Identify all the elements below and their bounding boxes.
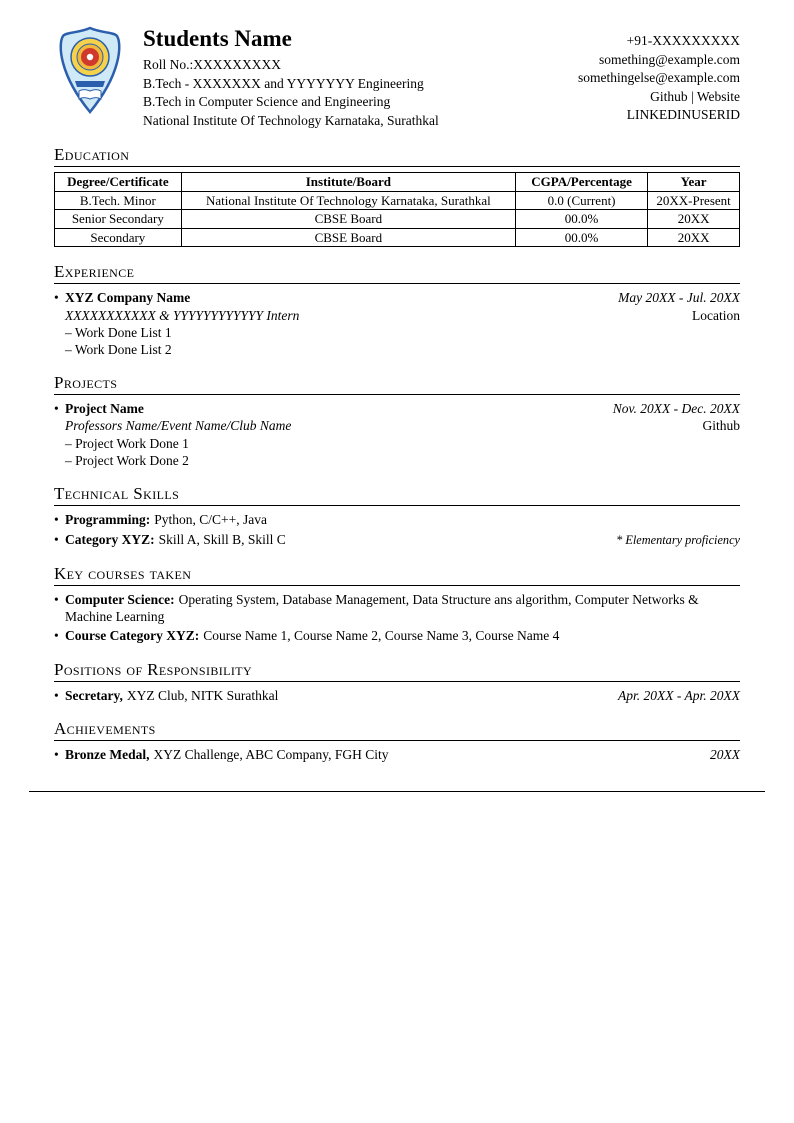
position-item [54, 687, 740, 704]
course-text: Operating System, Database Management, Data Structure ans algorithm, Computer Networks & Machine Learning [65, 592, 699, 625]
proficiency-note: * Elementary proficiency [616, 533, 740, 547]
social-links[interactable]: Github | Website [650, 88, 740, 104]
key-courses-title: Key courses taken [54, 564, 740, 586]
project-dates: Nov. 20XX - Dec. 20XX [612, 401, 740, 417]
section-technical-skills [54, 484, 740, 549]
work-done-item: – Work Done List 1 [65, 324, 172, 340]
cell-degree: Secondary [55, 228, 182, 247]
skill-text: Skill A, Skill B, Skill C [158, 532, 286, 547]
identity-block [143, 26, 578, 130]
education-header-row [55, 173, 740, 192]
achievement-entry [65, 746, 389, 763]
student-name: Students Name [143, 26, 292, 51]
roll-number: Roll No.:XXXXXXXXX [143, 57, 281, 72]
experience-dates: May 20XX - Jul. 20XX [618, 290, 740, 306]
cell-degree: B.Tech. Minor [55, 191, 182, 210]
section-education [54, 145, 740, 247]
table-row [55, 210, 740, 229]
section-key-courses [54, 564, 740, 645]
experience-title: Experience [54, 262, 740, 284]
education-table [54, 172, 740, 247]
achievement-label: Bronze Medal, [65, 746, 150, 762]
skill-text: Python, C/C++, Java [154, 512, 267, 527]
project-name: • Project Name [65, 400, 144, 417]
header [54, 26, 740, 130]
degree-line: B.Tech - XXXXXXX and YYYYYYY Engineering [143, 75, 424, 91]
role-title: XXXXXXXXXXX & YYYYYYYYYYYY Intern [65, 307, 300, 323]
linkedin-id-link[interactable]: LINKEDINUSERID [626, 107, 740, 123]
course-label: Computer Science: [65, 592, 175, 607]
cell-cgpa: 00.0% [515, 228, 647, 247]
achievements-title: Achievements [54, 719, 740, 741]
education-title: Education [54, 145, 740, 167]
cell-degree: Senior Secondary [55, 210, 182, 229]
header-cgpa: CGPA/Percentage [515, 173, 647, 192]
project-point: – Project Work Done 1 [65, 435, 189, 451]
section-projects [54, 373, 740, 469]
github-link[interactable]: Github [702, 418, 740, 434]
experience-location: Location [692, 307, 740, 323]
course-entry [65, 628, 559, 643]
company-name: • XYZ Company Name [65, 289, 190, 306]
header-degree: Degree/Certificate [55, 173, 182, 192]
institute-line: National Institute Of Technology Karnataka, Surathkal [143, 112, 439, 128]
skill-label: Category XYZ: [65, 532, 155, 547]
table-row [55, 191, 740, 210]
cell-year: 20XX [648, 210, 740, 229]
positions-title: Positions of Responsibility [54, 660, 740, 682]
institute-logo [54, 26, 126, 119]
nitk-logo-icon [54, 26, 126, 114]
phone-number: +91-XXXXXXXXX [626, 33, 740, 48]
email-primary-link[interactable]: something@example.com [598, 51, 740, 67]
project-point: – Project Work Done 2 [65, 452, 189, 468]
skill-entry [65, 531, 286, 549]
course-text: Course Name 1, Course Name 2, Course Name 3, Course Name 4 [203, 628, 560, 644]
header-year: Year [648, 173, 740, 192]
work-done-item: – Work Done List 2 [65, 341, 172, 357]
achievement-item [54, 746, 740, 763]
cell-cgpa: 00.0% [515, 210, 647, 229]
branch-line: B.Tech in Computer Science and Engineering [143, 94, 391, 110]
course-entry [65, 592, 699, 624]
email-secondary-link[interactable]: somethingelse@example.com [577, 70, 740, 86]
position-label: Secretary, [65, 687, 123, 703]
footer-divider [29, 791, 765, 792]
achievement-year: 20XX [710, 746, 740, 762]
contact-block [578, 26, 740, 125]
cell-institute: CBSE Board [181, 228, 515, 247]
skill-entry [65, 511, 267, 529]
section-achievements [54, 719, 740, 763]
section-positions [54, 660, 740, 704]
project-item [54, 400, 740, 469]
section-experience [54, 262, 740, 358]
course-item [54, 591, 740, 625]
project-subtitle: Professors Name/Event Name/Club Name [65, 418, 292, 434]
skill-item [54, 511, 740, 529]
course-item [54, 627, 740, 644]
position-text: XYZ Club, NITK Surathkal [126, 687, 279, 703]
cell-year: 20XX [648, 228, 740, 247]
technical-skills-title: Technical Skills [54, 484, 740, 506]
table-row [55, 228, 740, 247]
cell-institute: National Institute Of Technology Karnataka, Surathkal [181, 191, 515, 210]
position-dates: Apr. 20XX - Apr. 20XX [618, 687, 740, 703]
experience-item [54, 289, 740, 358]
projects-title: Projects [54, 373, 740, 395]
skill-label: Programming: [65, 512, 151, 527]
cell-institute: CBSE Board [181, 210, 515, 229]
course-label: Course Category XYZ: [65, 628, 200, 644]
achievement-text: XYZ Challenge, ABC Company, FGH City [153, 746, 389, 762]
cell-year: 20XX-Present [648, 191, 740, 210]
header-institute: Institute/Board [181, 173, 515, 192]
cell-cgpa: 0.0 (Current) [515, 191, 647, 210]
position-entry [65, 687, 278, 704]
skill-item [54, 531, 740, 549]
